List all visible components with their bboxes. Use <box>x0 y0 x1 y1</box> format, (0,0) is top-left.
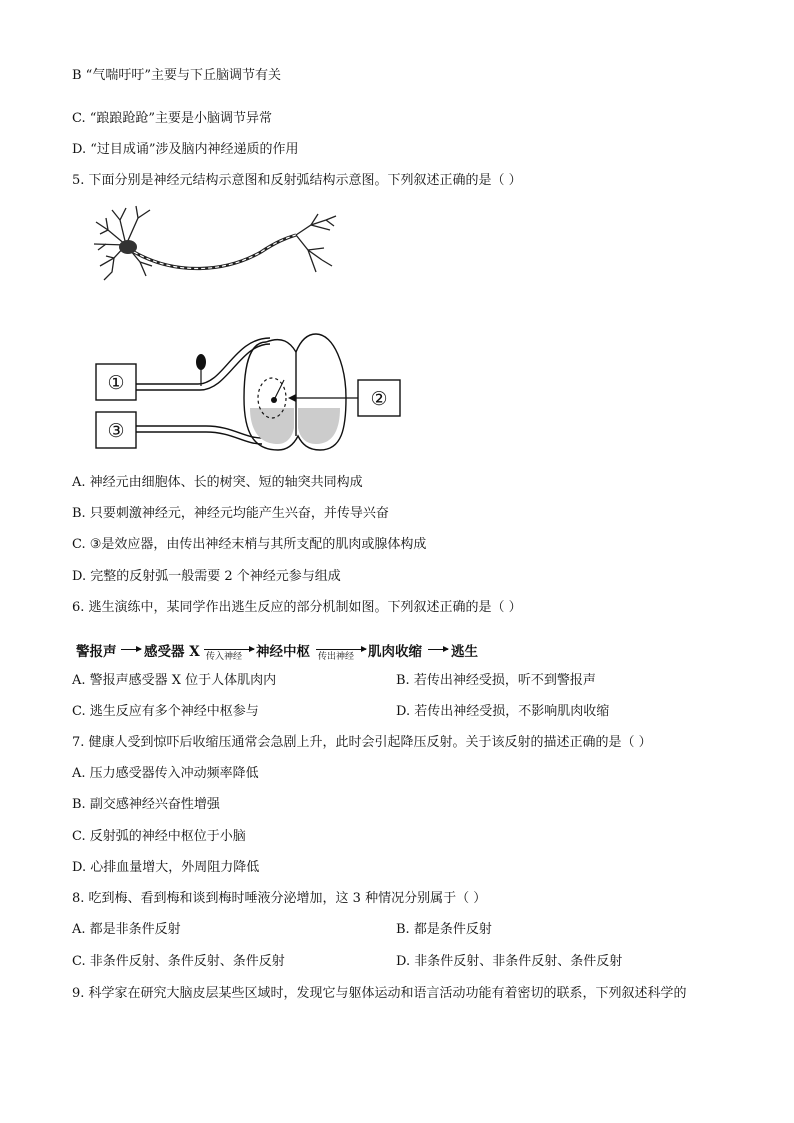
q8-option-c: C. 非条件反射、条件反射、条件反射 <box>72 954 285 969</box>
flow-node-center: 神经中枢 <box>256 644 310 660</box>
q5-stem: 5. 下面分别是神经元结构示意图和反射弧结构示意图。下列叙述正确的是（ ） <box>72 173 522 188</box>
q9-stem: 9. 科学家在研究大脑皮层某些区域时，发现它与躯体运动和语言活动功能有着密切的联系，下列叙述科学的 <box>72 986 687 1001</box>
q8-option-a: A. 都是非条件反射 <box>72 922 181 937</box>
q7-option-b: B. 副交感神经兴奋性增强 <box>72 797 220 812</box>
q7-stem: 7. 健康人受到惊吓后收缩压通常会急剧上升，此时会引起降压反射。关于该反射的描述正确的是（ ） <box>72 735 652 750</box>
q7-option-a: A. 压力感受器传入冲动频率降低 <box>72 766 259 781</box>
flow-node-escape: 逃生 <box>451 644 478 660</box>
q7-option-c: C. 反射弧的神经中枢位于小脑 <box>72 829 246 844</box>
q5-option-c: C. ③是效应器，由传出神经末梢与其所支配的肌肉或腺体构成 <box>72 537 427 552</box>
q6-option-a: A. 警报声感受器 X 位于人体肌肉内 <box>72 673 277 688</box>
q6-stem: 6. 逃生演练中，某同学作出逃生反应的部分机制如图。下列叙述正确的是（ ） <box>72 600 522 615</box>
afferent-nerve-label: 传入神经 <box>206 652 243 662</box>
efferent-nerve-label: 传出神经 <box>318 652 355 662</box>
q6-option-d: D. 若传出神经受损，不影响肌肉收缩 <box>396 704 610 719</box>
q8-option-b: B. 都是条件反射 <box>396 922 492 937</box>
flow-arrow-1 <box>121 649 141 650</box>
flow-arrow-afferent <box>204 649 254 662</box>
flow-node-alarm: 警报声 <box>76 644 117 660</box>
label-1: ① <box>107 372 125 394</box>
q4-option-d: D. “过目成诵”涉及脑内神经递质的作用 <box>72 142 299 157</box>
q8-stem: 8. 吃到梅、看到梅和谈到梅时唾液分泌增加，这 3 种情况分别属于（ ） <box>72 891 487 906</box>
label-2: ② <box>370 388 388 410</box>
flow-node-muscle: 肌肉收缩 <box>368 644 422 660</box>
q4-option-b: B “气喘吁吁”主要与下丘脑调节有关 <box>72 68 281 83</box>
reflex-arc-diagram <box>94 328 414 453</box>
q7-option-d: D. 心排血量增大，外周阻力降低 <box>72 860 260 875</box>
q6-option-c: C. 逃生反应有多个神经中枢参与 <box>72 704 259 719</box>
label-3: ③ <box>107 420 125 442</box>
neuron-structure-diagram <box>86 200 346 290</box>
q4-option-c: C. “踉踉跄跄”主要是小脑调节异常 <box>72 111 273 126</box>
q5-option-b: B. 只要刺激神经元，神经元均能产生兴奋，并传导兴奋 <box>72 506 389 521</box>
flow-arrow-efferent <box>316 649 366 662</box>
q8-option-d: D. 非条件反射、非条件反射、条件反射 <box>396 954 623 969</box>
flow-node-receptor: 感受器 X <box>144 644 200 660</box>
q5-option-a: A. 神经元由细胞体、长的树突、短的轴突共同构成 <box>72 475 363 490</box>
flow-arrow-4 <box>428 649 448 650</box>
q6-option-b: B. 若传出神经受损，听不到警报声 <box>396 673 596 688</box>
q5-option-d: D. 完整的反射弧一般需要 2 个神经元参与组成 <box>72 569 341 584</box>
